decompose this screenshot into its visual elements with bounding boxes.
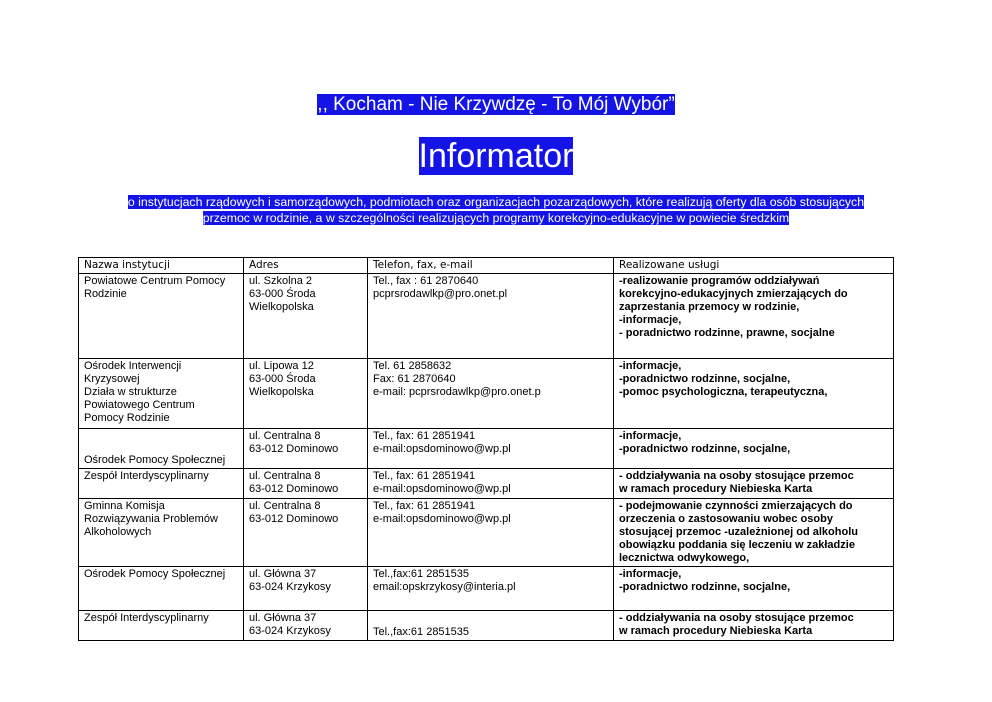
contact-line: Fax: 61 2870640	[373, 373, 456, 385]
contact-line: e-mail: pcprsrodawlkp@pro.onet.p	[373, 386, 541, 398]
address-line: ul. Centralna 8	[249, 500, 321, 512]
name-line: Działa w strukturze	[84, 386, 177, 398]
cell-name	[79, 499, 244, 567]
address-line: ul. Główna 37	[249, 568, 317, 580]
services-line: -realizowanie programów oddziaływań	[619, 275, 820, 287]
cell-contact	[368, 429, 614, 469]
services-line: -informacje,	[619, 568, 682, 580]
name-line: Gminna Komisja	[84, 500, 165, 512]
cell-services	[614, 469, 894, 499]
table-body	[79, 274, 894, 641]
services-line: lecznictwa odwykowego,	[619, 552, 750, 564]
document-subtitle	[0, 194, 992, 226]
cell-address	[244, 567, 368, 611]
cell-address	[244, 499, 368, 567]
name-line: Powiatowego Centrum	[84, 399, 195, 411]
services-line: - podejmowanie czynności zmierzających do	[619, 500, 853, 512]
document-motto	[0, 94, 992, 116]
column-header-contact: Telefon, fax, e-mail	[368, 258, 614, 274]
subtitle-line-1: o instytucjach rządowych i samorządowych, podmiotach oraz organizacjach pozarządowych, które realizują oferty dla osób stosujących	[127, 195, 865, 209]
cell-services	[614, 567, 894, 611]
contact-line: Tel., fax: 61 2851941	[373, 500, 476, 512]
contact-line: email:opskrzykosy@interia.pl	[373, 581, 516, 593]
address-line: ul. Szkolna 2	[249, 275, 312, 287]
address-line: 63-012 Dominowo	[249, 513, 339, 525]
cell-name	[79, 274, 244, 359]
table-row	[79, 567, 894, 611]
name-line: Powiatowe Centrum Pomocy	[84, 275, 226, 287]
services-line: - oddziaływania na osoby stosujące przemoc	[619, 612, 854, 624]
cell-contact	[368, 469, 614, 499]
contact-line: pcprsrodawlkp@pro.onet.pl	[373, 288, 508, 300]
services-line: w ramach procedury Niebieska Karta	[619, 483, 813, 495]
services-line: orzeczenia o zastosowaniu wobec osoby	[619, 513, 833, 525]
address-line: 63-012 Dominowo	[249, 483, 339, 495]
contact-line: Tel., fax: 61 2851941	[373, 430, 476, 442]
contact-line: Tel.,fax:61 2851535	[373, 568, 470, 580]
services-line: -informacje,	[619, 314, 682, 326]
cell-address	[244, 359, 368, 429]
column-header-name: Nazwa instytucji	[79, 258, 244, 274]
name-line: Alkoholowych	[84, 526, 152, 538]
services-line: korekcyjno-edukacyjnych zmierzających do	[619, 288, 848, 300]
services-line: -poradnictwo rodzinne, socjalne,	[619, 443, 791, 455]
address-line: ul. Lipowa 12	[249, 360, 314, 372]
institutions-table	[78, 257, 894, 641]
address-line: 63-024 Krzykosy	[249, 581, 331, 593]
motto-text: ,, Kocham - Nie Krzywdzę - To Mój Wybór”	[317, 94, 675, 115]
cell-contact	[368, 567, 614, 611]
contact-line: e-mail:opsdominowo@wp.pl	[373, 483, 511, 495]
services-line: stosującej przemoc -uzależnionej od alkoholu	[619, 526, 858, 538]
cell-contact	[368, 359, 614, 429]
contact-line: Tel., fax: 61 2851941	[373, 470, 476, 482]
document-title	[0, 136, 992, 176]
table-row	[79, 429, 894, 469]
cell-services	[614, 274, 894, 359]
contact-line: Tel., fax : 61 2870640	[373, 275, 479, 287]
address-line: Wielkopolska	[249, 301, 314, 313]
table-row	[79, 274, 894, 359]
services-line: obowiązku poddania się leczeniu w zakładzie	[619, 539, 855, 551]
address-line: Wielkopolska	[249, 386, 314, 398]
address-line: ul. Centralna 8	[249, 470, 321, 482]
services-line: zaprzestania przemocy w rodzinie,	[619, 301, 800, 313]
name-line: Ośrodek Pomocy Społecznej	[84, 454, 226, 466]
services-line: -poradnictwo rodzinne, socjalne,	[619, 373, 791, 385]
name-line: Zespół Interdyscyplinarny	[84, 612, 209, 624]
column-header-address: Adres	[244, 258, 368, 274]
address-line: 63-000 Środa	[249, 288, 316, 300]
cell-services	[614, 611, 894, 641]
address-line: ul. Centralna 8	[249, 430, 321, 442]
table-header-row	[79, 258, 894, 274]
address-line: 63-012 Dominowo	[249, 443, 339, 455]
contact-line: Tel. 61 2858632	[373, 360, 452, 372]
cell-contact	[368, 611, 614, 641]
services-line: -poradnictwo rodzinne, socjalne,	[619, 581, 791, 593]
cell-address	[244, 429, 368, 469]
name-line: Zespół Interdyscyplinarny	[84, 470, 209, 482]
services-line: -informacje,	[619, 430, 682, 442]
name-line: Rozwiązywania Problemów	[84, 513, 218, 525]
name-line: Ośrodek Interwencji	[84, 360, 182, 372]
table-row	[79, 499, 894, 567]
cell-services	[614, 499, 894, 567]
contact-line: Tel.,fax:61 2851535	[373, 626, 470, 638]
cell-address	[244, 611, 368, 641]
cell-address	[244, 469, 368, 499]
address-line: 63-000 Środa	[249, 373, 316, 385]
name-line: Rodzinie	[84, 288, 127, 300]
cell-address	[244, 274, 368, 359]
subtitle-line-2: przemoc w rodzinie, a w szczególności realizujących programy korekcyjno-edukacyjne w powiecie średzkim	[202, 211, 790, 225]
cell-services	[614, 429, 894, 469]
name-line: Kryzysowej	[84, 373, 140, 385]
table-row	[79, 469, 894, 499]
cell-name	[79, 611, 244, 641]
cell-name	[79, 429, 244, 469]
column-header-services: Realizowane usługi	[614, 258, 894, 274]
name-line: Pomocy Rodzinie	[84, 412, 170, 424]
table-row	[79, 611, 894, 641]
cell-name	[79, 567, 244, 611]
cell-services	[614, 359, 894, 429]
cell-name	[79, 359, 244, 429]
contact-line: e-mail:opsdominowo@wp.pl	[373, 513, 511, 525]
cell-contact	[368, 274, 614, 359]
address-line: 63-024 Krzykosy	[249, 625, 331, 637]
address-line: ul. Główna 37	[249, 612, 317, 624]
services-line: -pomoc psychologiczna, terapeutyczna,	[619, 386, 828, 398]
cell-name	[79, 469, 244, 499]
services-line: -informacje,	[619, 360, 682, 372]
cell-contact	[368, 499, 614, 567]
services-line: w ramach procedury Niebieska Karta	[619, 625, 813, 637]
services-line: - oddziaływania na osoby stosujące przemoc	[619, 470, 854, 482]
name-line: Ośrodek Pomocy Społecznej	[84, 568, 226, 580]
contact-line: e-mail:opsdominowo@wp.pl	[373, 443, 511, 455]
title-text: Informator	[418, 137, 574, 175]
table-row	[79, 359, 894, 429]
services-line: - poradnictwo rodzinne, prawne, socjalne	[619, 327, 835, 339]
